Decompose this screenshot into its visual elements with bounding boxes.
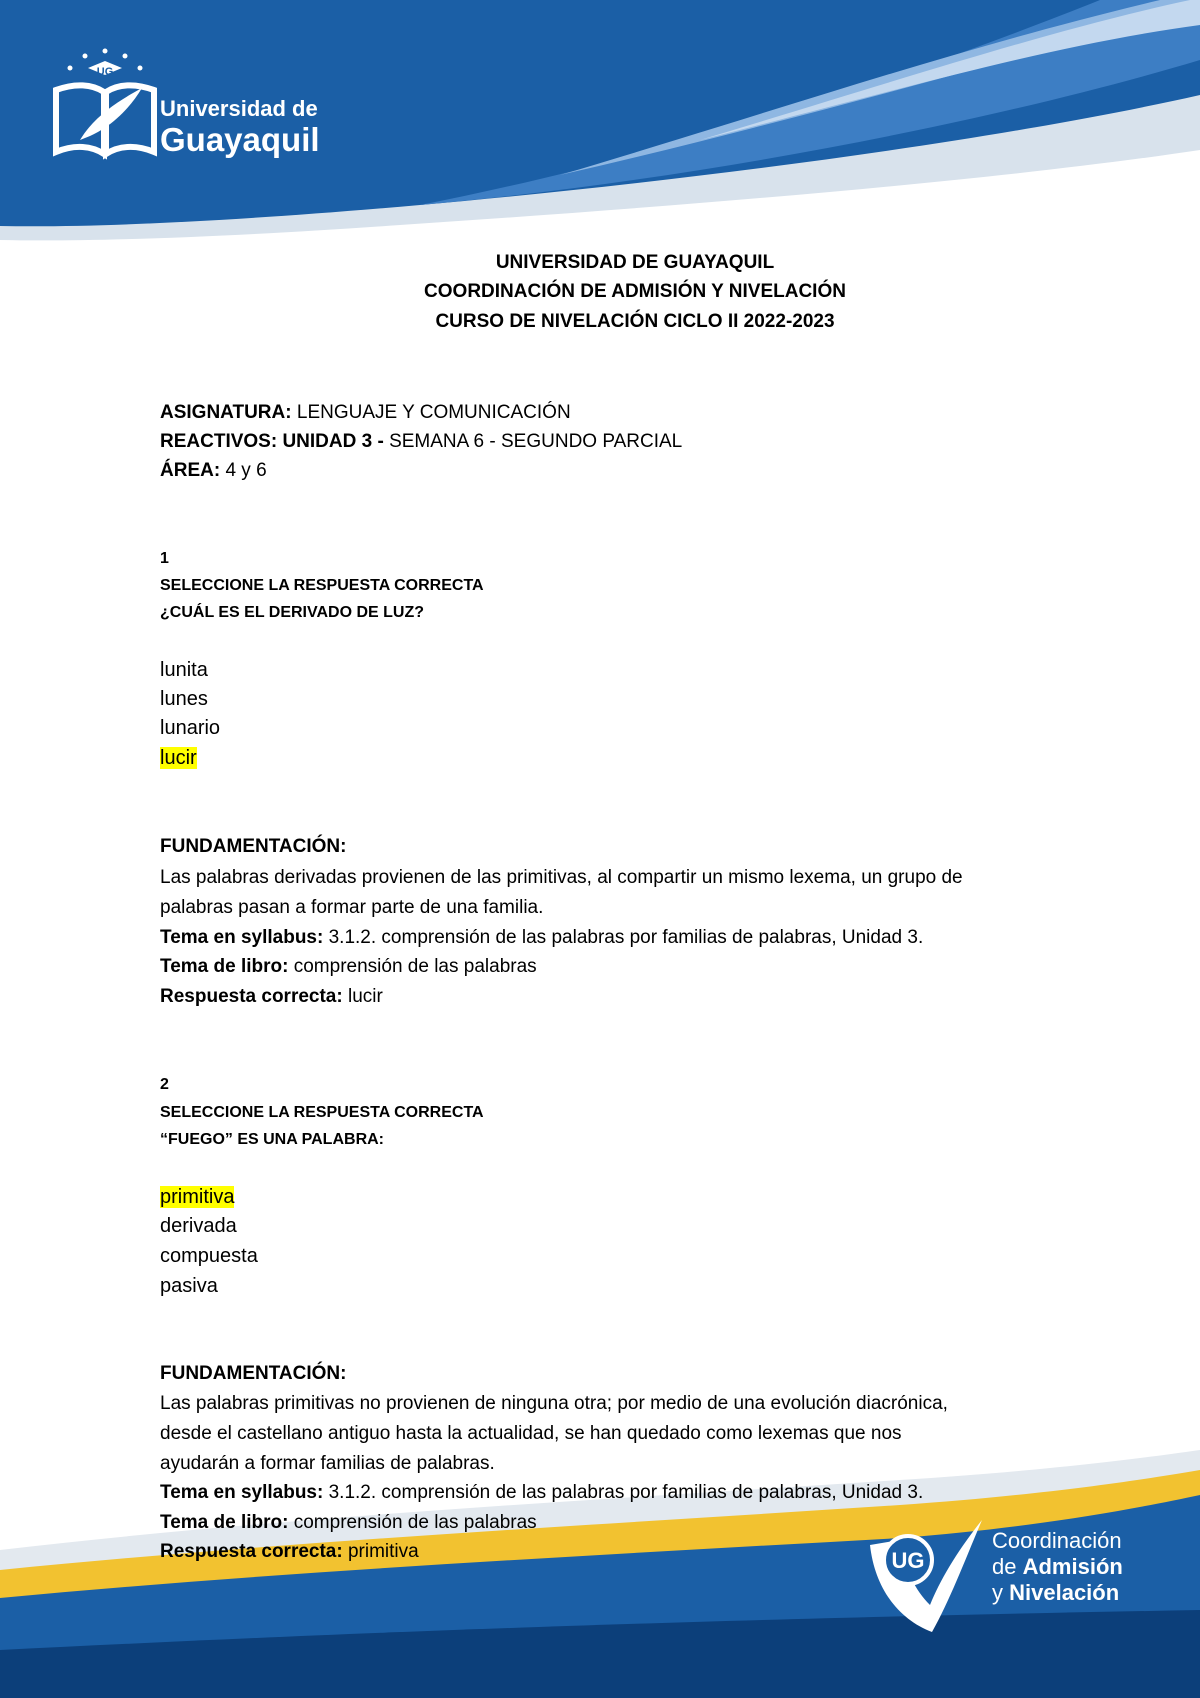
respuesta-line: Respuesta correcta: primitiva xyxy=(160,1541,419,1562)
header-line2: COORDINACIÓN DE ADMISIÓN Y NIVELACIÓN xyxy=(424,281,846,302)
coord-line3: y Nivelación xyxy=(992,1580,1120,1605)
fundamentacion-heading: FUNDAMENTACIÓN: xyxy=(160,836,347,857)
libro-line: Tema de libro: comprensión de las palabras xyxy=(160,956,537,977)
answer-option-correct: lucir xyxy=(160,747,197,769)
svg-text:UG: UG xyxy=(96,66,114,78)
answer-option: lunario xyxy=(160,717,221,739)
logo-text-line1: Universidad de xyxy=(160,96,318,121)
coord-line1: Coordinación xyxy=(992,1528,1122,1553)
question-prompt: “FUEGO” ES UNA PALABRA: xyxy=(160,1131,384,1148)
question-prompt: ¿CUÁL ES EL DERIVADO DE LUZ? xyxy=(160,604,425,621)
libro-line: Tema de libro: comprensión de las palabras xyxy=(160,1512,537,1533)
answer-option: pasiva xyxy=(160,1275,218,1297)
answer-option-correct: primitiva xyxy=(160,1186,235,1208)
syllabus-line: Tema en syllabus: 3.1.2. comprensión de las palabras por familias de palabras, Unidad 3. xyxy=(160,927,924,948)
question-number: 1 xyxy=(160,550,169,567)
answer-option: derivada xyxy=(160,1215,237,1237)
answer-option: lunita xyxy=(160,659,208,681)
header-line3: CURSO DE NIVELACIÓN CICLO II 2022-2023 xyxy=(435,311,835,332)
question-number: 2 xyxy=(160,1076,169,1093)
fundamentacion-text: desde el castellano antiguo hasta la actualidad, se han quedado como lexemas que nos xyxy=(160,1423,902,1444)
syllabus-line: Tema en syllabus: 3.1.2. comprensión de las palabras por familias de palabras, Unidad 3. xyxy=(160,1482,924,1503)
fundamentacion-text: Las palabras derivadas provienen de las primitivas, al compartir un mismo lexema, un grupo de xyxy=(160,867,963,888)
answer-option: lunes xyxy=(160,688,208,710)
fundamentacion-text: Las palabras primitivas no provienen de ninguna otra; por medio de una evolución diacrónica, xyxy=(160,1393,948,1414)
fundamentacion-text: ayudarán a formar familias de palabras. xyxy=(160,1453,495,1474)
reactivos-line: REACTIVOS: UNIDAD 3 - SEMANA 6 - SEGUNDO PARCIAL xyxy=(160,431,683,452)
svg-text:UG: UG xyxy=(891,1548,925,1573)
answer-option: compuesta xyxy=(160,1245,258,1267)
asignatura-line: ASIGNATURA: LENGUAJE Y COMUNICACIÓN xyxy=(160,402,571,423)
fundamentacion-heading: FUNDAMENTACIÓN: xyxy=(160,1363,347,1384)
respuesta-line: Respuesta correcta: lucir xyxy=(160,986,383,1007)
question-instruction: SELECCIONE LA RESPUESTA CORRECTA xyxy=(160,577,484,594)
coord-line2: de Admisión xyxy=(992,1554,1123,1579)
area-line: ÁREA: 4 y 6 xyxy=(160,460,267,481)
fundamentacion-text: palabras pasan a formar parte de una familia. xyxy=(160,897,544,918)
logo-text-line2: Guayaquil xyxy=(160,121,320,158)
header-line1: UNIVERSIDAD DE GUAYAQUIL xyxy=(495,252,775,273)
question-instruction: SELECCIONE LA RESPUESTA CORRECTA xyxy=(160,1104,484,1121)
